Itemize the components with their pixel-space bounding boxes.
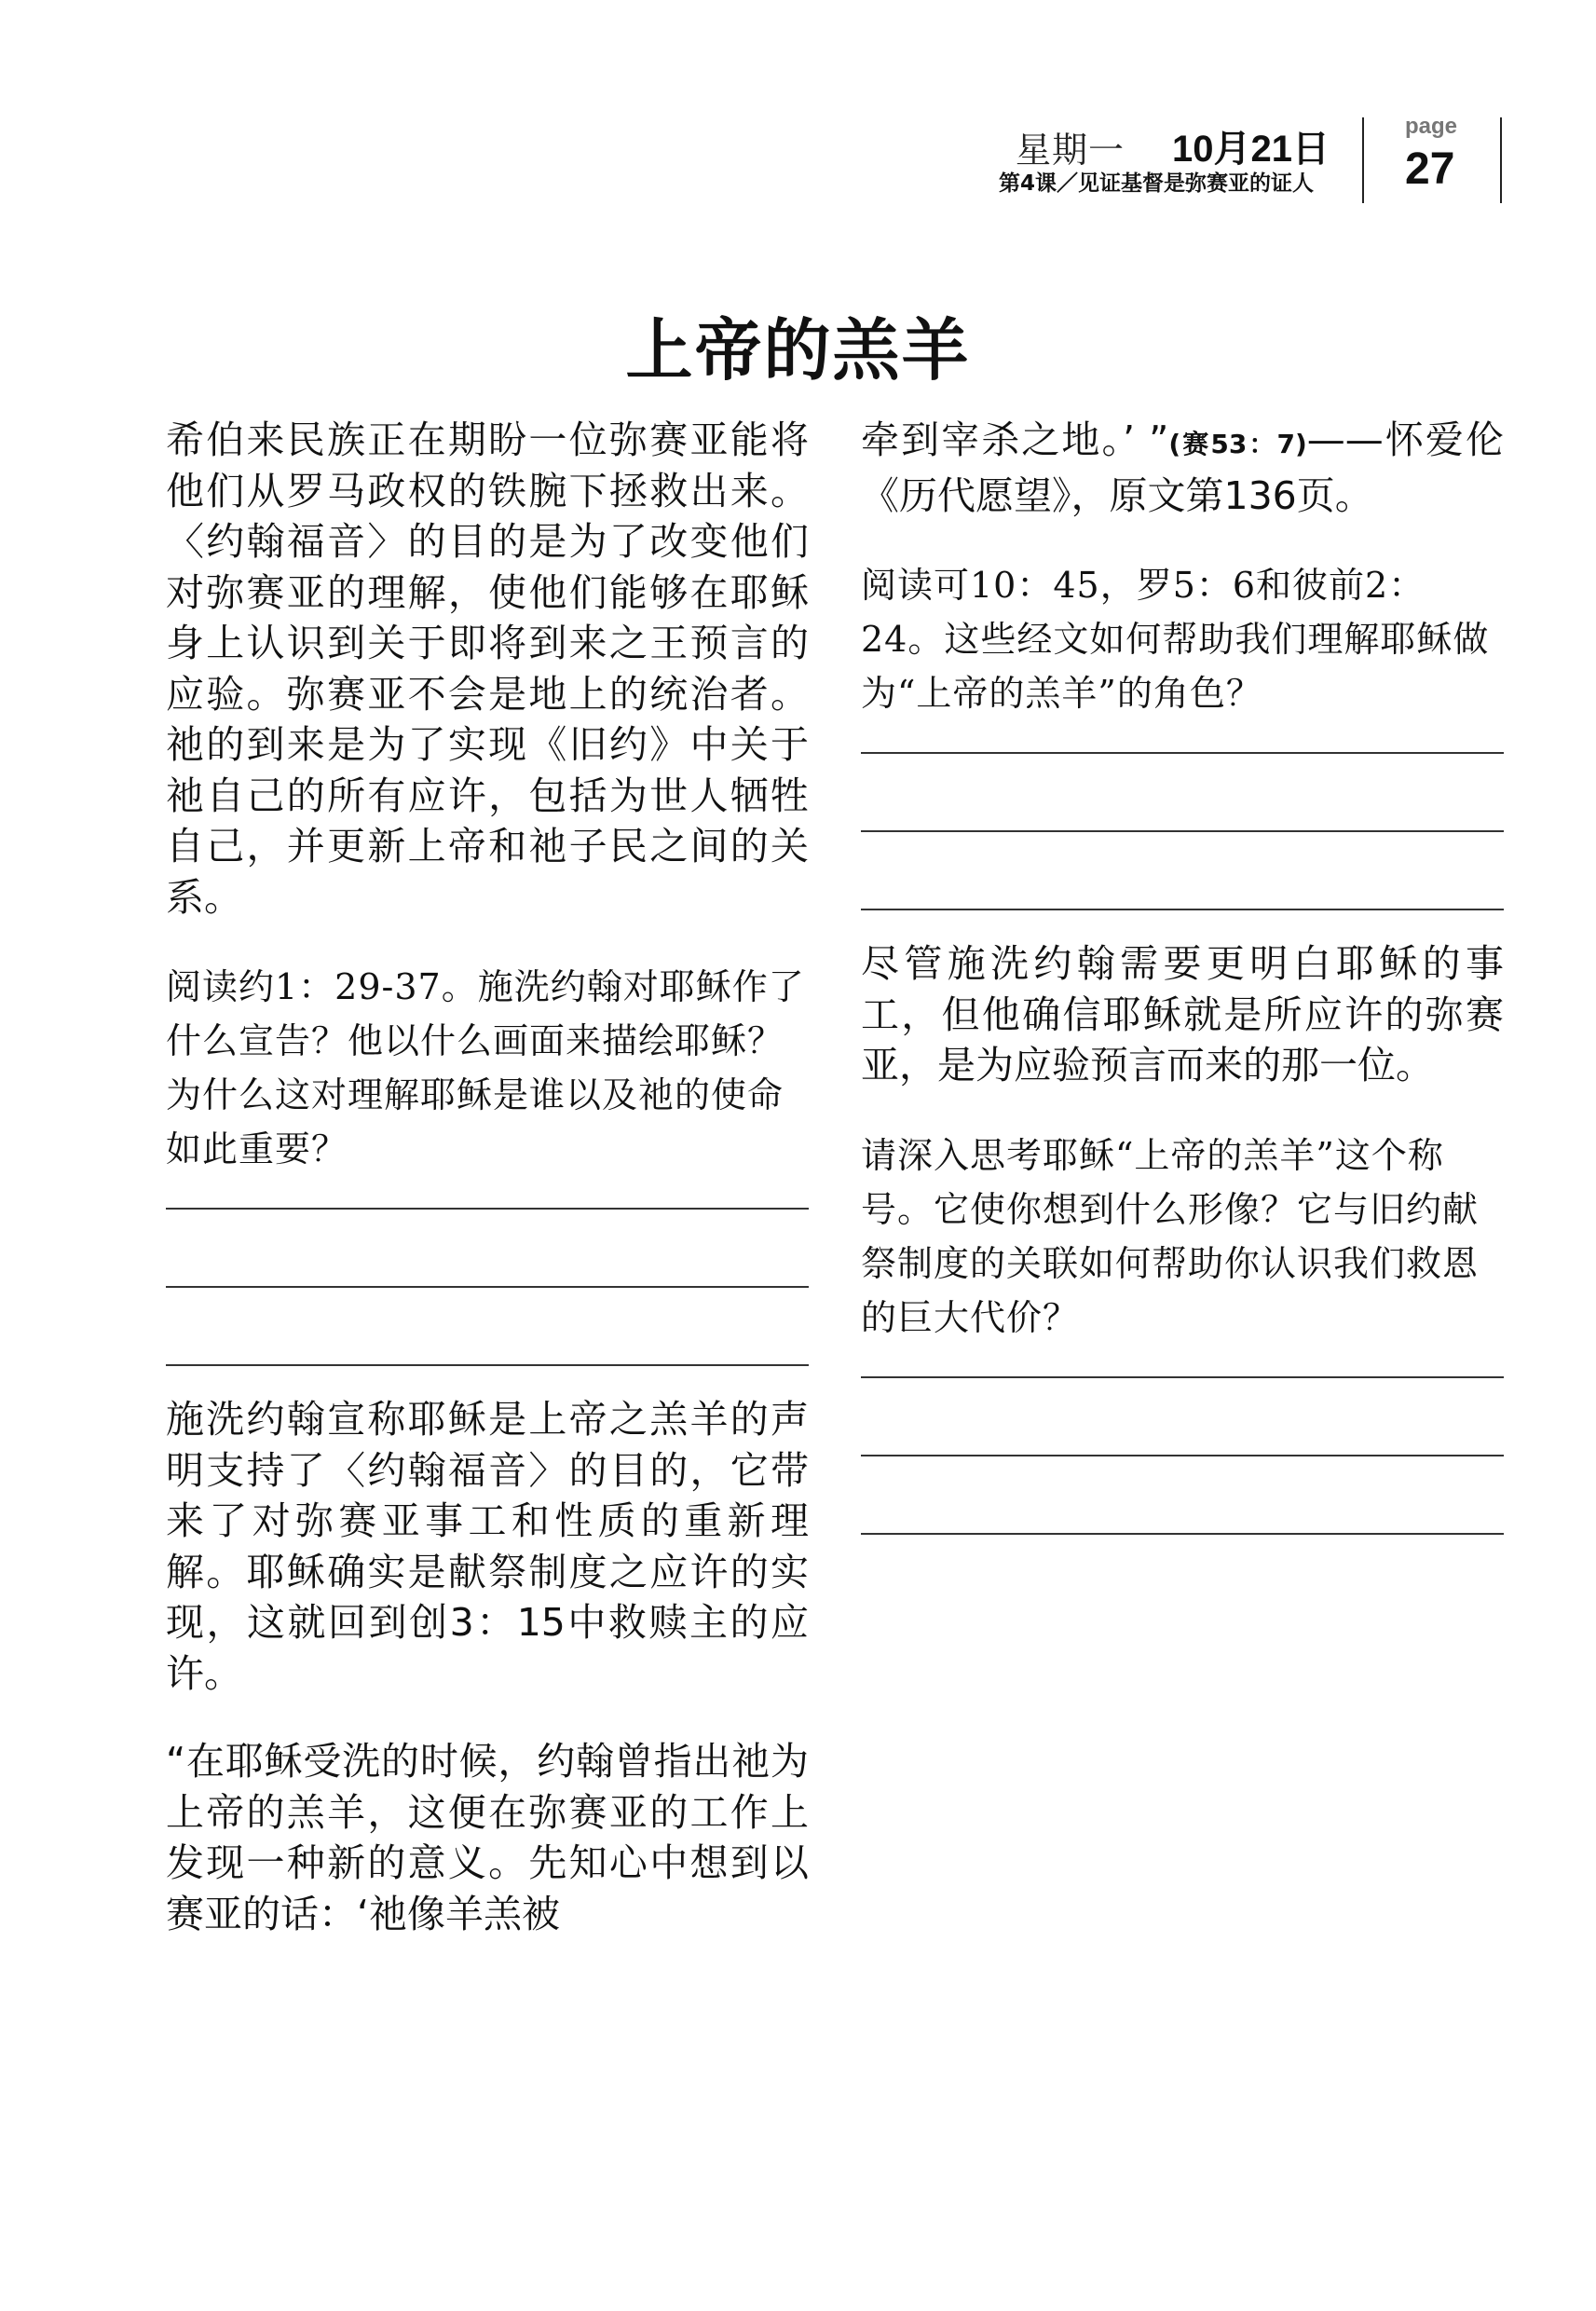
header-date: 10月21日 (1172, 129, 1330, 170)
study-question-3: 请深入思考耶稣“上帝的羔羊”这个称号。它使你想到什么形像？它与旧约献祭制度的关联如何帮助你认识我们救恩的巨大代价？ (861, 1134, 1480, 1338)
quote-end-text: 牵到宰杀之地。’ ” (861, 417, 1169, 462)
study-question-1: 阅读约1：29-37。施洗约翰对耶稣作了什么宣告？他以什么画面来描绘耶稣？为什么这对理解耶稣是谁以及祂的使命如此重要？ (166, 966, 805, 1169)
answer-line[interactable] (861, 1376, 1504, 1378)
answer-line[interactable] (861, 830, 1504, 832)
page-number: 27 (1405, 144, 1455, 194)
answer-line[interactable] (166, 1208, 809, 1210)
answer-lines-2[interactable] (861, 752, 1504, 910)
answer-line[interactable] (861, 752, 1504, 754)
scripture-citation: (赛53：7) (1168, 429, 1307, 459)
page-header (0, 110, 1596, 212)
left-column (166, 415, 809, 1939)
body-paragraph-2: 施洗约翰宣称耶稣是上帝之羔羊的声明支持了〈约翰福音〉的目的，它带来了对弥赛亚事工和性质的重新理解。耶稣确实是献祭制度之应许的实现，这就回到创3：15中救赎主的应许。 (166, 1397, 809, 1696)
answer-line[interactable] (166, 1286, 809, 1288)
header-right-rule (1500, 117, 1502, 203)
page-title: 上帝的羔羊 (625, 310, 971, 390)
header-divider (1362, 117, 1364, 203)
right-column (861, 415, 1504, 1535)
study-question-2: 阅读可10：45，罗5：6和彼前2：24。这些经文如何帮助我们理解耶稣做为“上帝的羔羊”的角色？ (861, 565, 1490, 714)
page-label: page (1405, 114, 1458, 139)
answer-lines-1[interactable] (166, 1208, 809, 1366)
header-day: 星期一 (1016, 130, 1125, 171)
answer-line[interactable] (861, 1533, 1504, 1535)
answer-line[interactable] (861, 1455, 1504, 1456)
intro-paragraph: 希伯来民族正在期盼一位弥赛亚能将他们从罗马政权的铁腕下拯救出来。〈约翰福音〉的目的是为了改变他们对弥赛亚的理解，使他们能够在耶稣身上认识到关于即将到来之王预言的应验。弥赛亚不会是地上的统治者。祂的到来是为了实现《旧约》中关于祂自己的所有应许，包括为世人牺牲自己，并更新上帝和祂子民之间的关系。 (166, 417, 809, 920)
header-lesson-title: 第4课／见证基督是弥赛亚的证人 (999, 171, 1315, 196)
answer-lines-3[interactable] (861, 1376, 1504, 1535)
body-paragraph-3: 尽管施洗约翰需要更明白耶稣的事工，但他确信耶稣就是所应许的弥赛亚，是为应验预言而来的那一位。 (861, 941, 1504, 1087)
quote-paragraph-start: “在耶稣受洗的时候，约翰曾指出祂为上帝的羔羊，这便在弥赛亚的工作上发现一种新的意义。先知心中想到以赛亚的话：‘祂像羊羔被 (166, 1739, 809, 1936)
quote-paragraph-end (861, 415, 1504, 521)
quote-source: ——怀爱伦《历代愿望》，原文第136页。 (861, 417, 1505, 518)
